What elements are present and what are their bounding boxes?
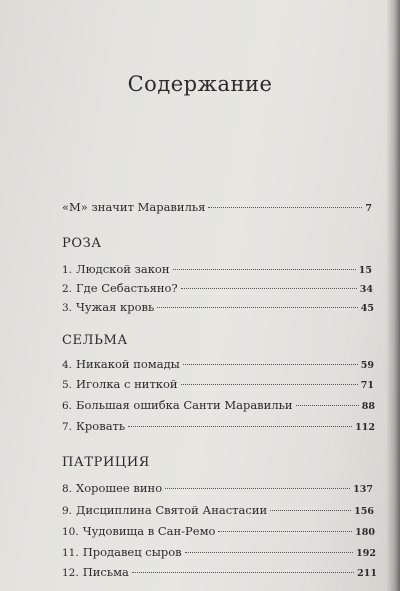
entry-page: 112 bbox=[355, 422, 375, 433]
dot-leader bbox=[132, 572, 354, 573]
entry-page: 156 bbox=[354, 506, 374, 517]
dot-leader bbox=[218, 531, 352, 532]
entry-number: 12. bbox=[62, 567, 79, 579]
entry-number: 5. bbox=[62, 379, 73, 391]
entry-page: 88 bbox=[361, 401, 375, 412]
entry-title: Хорошее вино bbox=[76, 481, 163, 495]
entry-title: Письма bbox=[82, 565, 129, 579]
entry-title: Иголка с ниткой bbox=[76, 377, 178, 391]
dot-leader bbox=[296, 405, 359, 406]
entry-page: 71 bbox=[360, 380, 374, 391]
section-heading-selma: СЕЛЬМА bbox=[62, 333, 128, 348]
toc-entry bbox=[62, 281, 373, 295]
toc-entry bbox=[62, 262, 372, 276]
section-heading-patricia: ПАТРИЦИЯ bbox=[62, 455, 150, 470]
entry-number: 1. bbox=[62, 264, 73, 276]
dot-leader bbox=[157, 307, 358, 308]
entry-number: 4. bbox=[62, 359, 73, 371]
entry-title: Чудовища в Сан-Ремо bbox=[82, 524, 216, 538]
toc-entry bbox=[62, 377, 374, 391]
entry-number: 8. bbox=[62, 483, 73, 495]
entry-title: Никакой помады bbox=[76, 357, 180, 371]
entry-page: 180 bbox=[355, 527, 375, 538]
entry-title: «М» значит Маравилья bbox=[62, 200, 206, 214]
dot-leader bbox=[173, 269, 356, 270]
entry-number: 9. bbox=[62, 505, 73, 517]
entry-title: Дисциплина Святой Анастасии bbox=[76, 503, 268, 517]
entry-page: 137 bbox=[353, 484, 373, 495]
dot-leader bbox=[181, 288, 357, 289]
entry-title: Кровать bbox=[76, 419, 126, 433]
dot-leader bbox=[165, 488, 350, 489]
entry-page: 7 bbox=[365, 203, 372, 214]
dot-leader bbox=[181, 384, 358, 385]
toc-entry bbox=[62, 419, 375, 433]
toc-entry-intro bbox=[62, 200, 372, 214]
entry-page: 192 bbox=[356, 548, 376, 559]
entry-title: Людской закон bbox=[76, 262, 170, 276]
entry-page: 34 bbox=[359, 284, 373, 295]
entry-number: 6. bbox=[62, 400, 73, 412]
dot-leader bbox=[270, 510, 351, 511]
toc-entry bbox=[62, 300, 374, 314]
entry-title: Чужая кровь bbox=[76, 300, 155, 314]
page-title: Содержание bbox=[127, 72, 273, 96]
dot-leader bbox=[183, 364, 358, 365]
entry-number: 10. bbox=[62, 526, 79, 538]
entry-page: 211 bbox=[357, 568, 377, 579]
toc-entry bbox=[62, 398, 375, 412]
dot-leader bbox=[185, 552, 354, 553]
dot-leader bbox=[208, 207, 362, 208]
dot-leader bbox=[128, 426, 352, 427]
entry-page: 59 bbox=[360, 360, 374, 371]
toc-entry bbox=[62, 565, 377, 579]
toc-entry bbox=[62, 545, 376, 559]
toc-entry bbox=[62, 524, 375, 538]
entry-page: 15 bbox=[358, 265, 372, 276]
entry-number: 11. bbox=[62, 547, 79, 559]
entry-title: Где Себастьяно? bbox=[76, 281, 178, 295]
toc-entry bbox=[62, 481, 373, 495]
page-edge-shadow bbox=[386, 0, 400, 591]
entry-title: Большая ошибка Санти Маравильи bbox=[76, 398, 293, 412]
entry-page: 45 bbox=[360, 303, 374, 314]
entry-number: 7. bbox=[62, 421, 73, 433]
entry-number: 3. bbox=[62, 302, 73, 314]
section-heading-roza: РОЗА bbox=[62, 236, 102, 251]
entry-title: Продавец сыров bbox=[82, 545, 182, 559]
toc-entry bbox=[62, 503, 374, 517]
toc-entry bbox=[62, 357, 374, 371]
entry-number: 2. bbox=[62, 283, 73, 295]
